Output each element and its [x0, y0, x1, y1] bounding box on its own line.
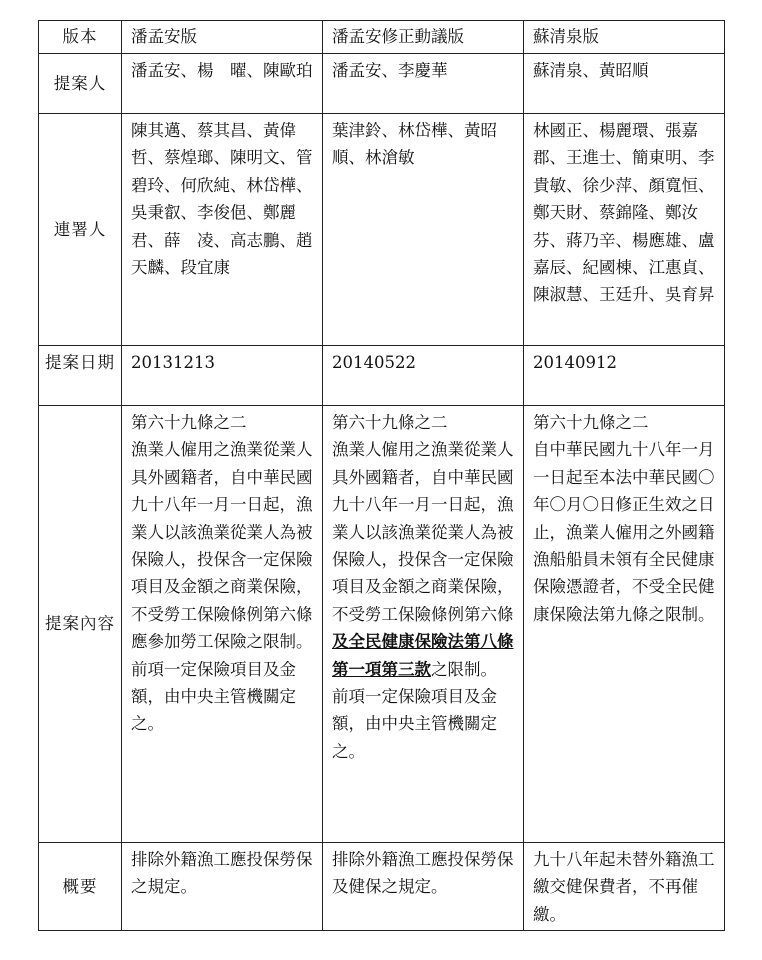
amended-text-before: 漁業人僱用之漁業從業人具外國籍者，自中華民國九十八年一月一日起，漁業人以該漁業從業人為被保險人，投保含一定保險項目及金額之商業保險，不受勞工保險條例第六條 [332, 440, 514, 624]
content-pan-amended-version [323, 406, 524, 843]
cosigners-pan-version: 陳其邁、蔡其昌、黃偉哲、蔡煌瑯、陳明文、管碧玲、何欣純、林岱樺、吳秉叡、李俊俋、鄭麗君、薛 凌、高志鵬、趙天麟、段宜康 [122, 114, 323, 346]
table-row-summary [39, 843, 725, 931]
table-row-cosigners [39, 114, 725, 346]
column-header-pan-amended-version: 潘孟安修正動議版 [323, 21, 524, 54]
article-heading: 第六十九條之二 [131, 413, 247, 432]
row-label-proposer: 提案人 [39, 54, 122, 114]
proposer-pan-amended-version: 潘孟安、李慶華 [323, 54, 524, 114]
table-row-version [39, 21, 725, 54]
article-paragraph-2: 前項一定保險項目及金額，由中央主管機關定之。 [131, 659, 296, 734]
table-row-content [39, 406, 725, 843]
proposer-su-version: 蘇清泉、黃昭順 [524, 54, 725, 114]
amended-text-highlight: 及全民健康保險法第八條第一項第三款 [332, 632, 514, 679]
summary-pan-amended-version: 排除外籍漁工應投保勞保及健保之規定。 [323, 843, 524, 931]
article-paragraph-1: 自中華民國九十八年一月一日起至本法中華民國〇年〇月〇日修正生效之日止，漁業人僱用之外國籍漁船船員未領有全民健康保險憑證者，不受全民健康保險法第九條之限制。 [533, 440, 715, 624]
cosigners-pan-amended-version: 葉津鈴、林岱樺、黃昭順、林滄敏 [323, 114, 524, 346]
cosigners-su-version: 林國正、楊麗環、張嘉郡、王進士、簡東明、李貴敏、徐少萍、顏寬恒、鄭天財、蔡錦隆、鄭汝芬、蔣乃辛、楊應雄、盧嘉辰、紀國棟、江惠貞、陳淑慧、王廷升、吳育昇 [524, 114, 725, 346]
article-paragraph-1 [332, 436, 516, 683]
article-paragraph-2: 前項一定保險項目及金額，由中央主管機關定之。 [332, 687, 497, 761]
content-su-version [524, 406, 725, 843]
article-paragraph-1: 漁業人僱用之漁業從業人具外國籍者，自中華民國九十八年一月一日起，漁業人以該漁業從業人為被保險人，投保含一定保險項目及金額之商業保險，不受勞工保險條例第六條應參加勞工保險之限制。 [131, 440, 313, 652]
table-row-proposer [39, 54, 725, 114]
date-su-version: 20140912 [524, 346, 725, 406]
row-label-version: 版本 [39, 21, 122, 54]
table-row-date [39, 346, 725, 406]
column-header-su-version: 蘇清泉版 [524, 21, 725, 54]
article-heading: 第六十九條之二 [332, 413, 448, 432]
column-header-pan-version: 潘孟安版 [122, 21, 323, 54]
summary-pan-version: 排除外籍漁工應投保勞保之規定。 [122, 843, 323, 931]
row-label-cosigners: 連署人 [39, 114, 122, 346]
proposer-pan-version: 潘孟安、楊 曜、陳歐珀 [122, 54, 323, 114]
bill-comparison-table [38, 20, 725, 931]
date-pan-version: 20131213 [122, 346, 323, 406]
row-label-summary: 概要 [39, 843, 122, 931]
amended-text-after: 之限制。 [431, 659, 497, 679]
summary-su-version: 九十八年起未替外籍漁工繳交健保費者，不再催繳。 [524, 843, 725, 931]
article-heading: 第六十九條之二 [533, 413, 649, 432]
row-label-content: 提案內容 [39, 406, 122, 843]
date-pan-amended-version: 20140522 [323, 346, 524, 406]
row-label-date: 提案日期 [39, 346, 122, 406]
content-pan-version [122, 406, 323, 843]
